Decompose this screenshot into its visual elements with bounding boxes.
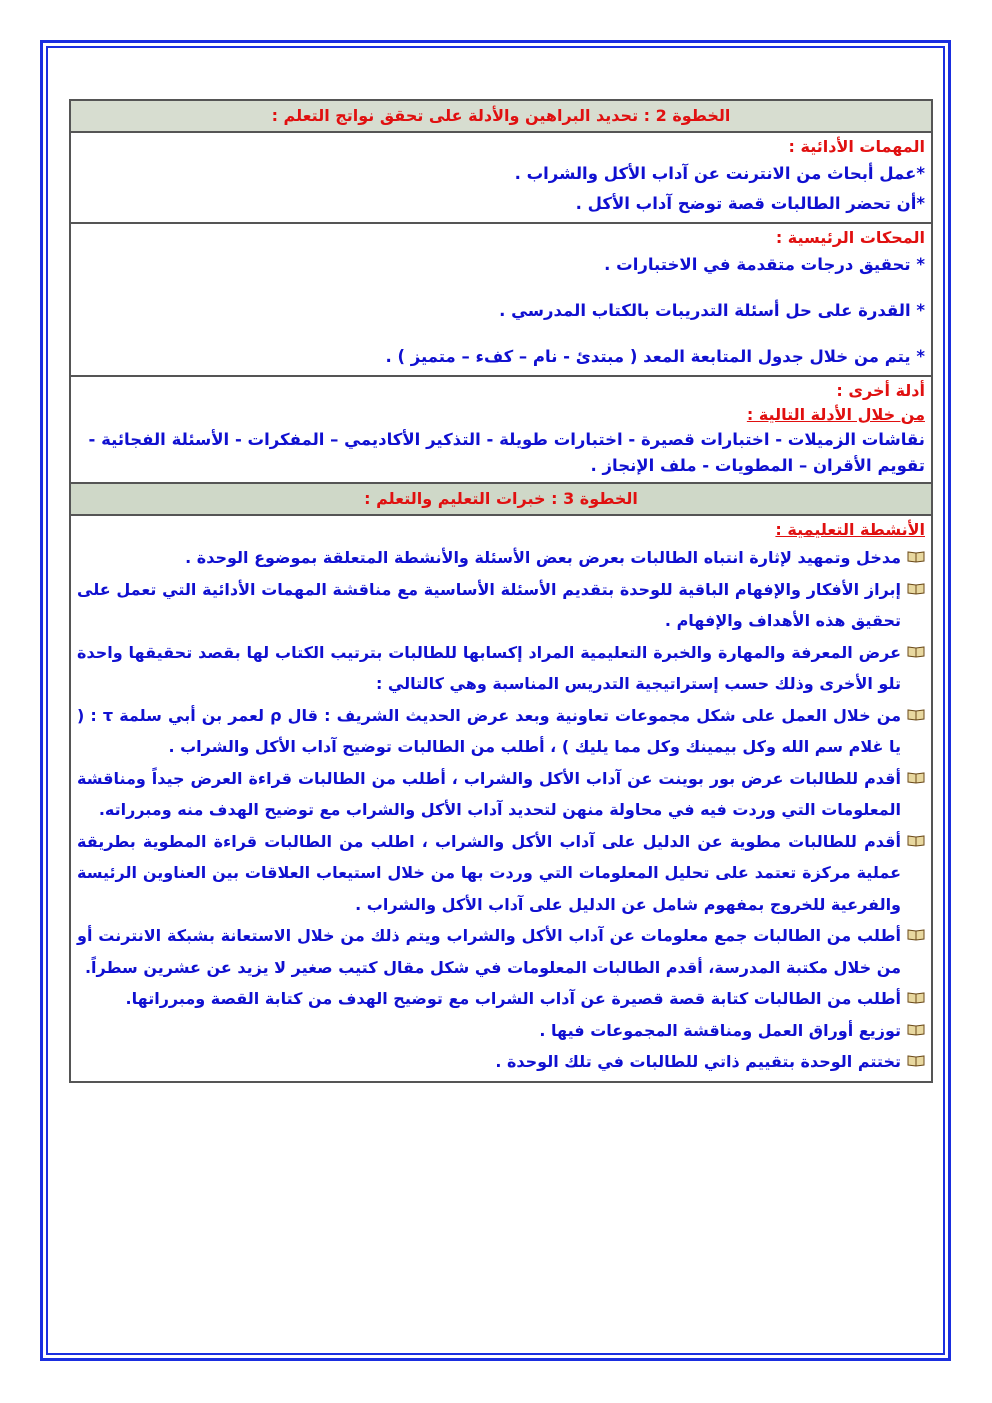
list-item	[77, 637, 925, 700]
activity-text: تختتم الوحدة بتقييم ذاتي للطالبات في تلك الوحدة .	[495, 1052, 901, 1071]
list-item	[77, 542, 925, 574]
other-evidence-sublabel: من خلال الأدلة التالية :	[746, 405, 925, 424]
open-book-icon	[907, 929, 925, 941]
list-item	[77, 983, 925, 1015]
criteria-line: * القدرة على حل أسئلة التدريبات بالكتاب المدرسي .	[499, 301, 925, 320]
list-item	[77, 763, 925, 826]
step2-header-text: الخطوة 2 : تحديد البراهين والأدلة على تحقق نواتج التعلم :	[271, 106, 731, 125]
criteria-label: المحكات الرئيسية :	[775, 228, 925, 247]
step3-header-text: الخطوة 3 : خبرات التعليم والتعلم :	[364, 489, 638, 508]
list-item	[77, 1046, 925, 1078]
open-book-icon	[907, 835, 925, 847]
tasks-label: المهمات الأدائية :	[788, 137, 925, 156]
criteria-line: * تحقيق درجات متقدمة في الاختبارات .	[604, 255, 925, 274]
activity-text: توزيع أوراق العمل ومناقشة المجموعات فيها .	[539, 1020, 901, 1040]
open-book-icon	[907, 1024, 925, 1036]
tasks-line: *عمل أبحاث من الانترنت عن آداب الأكل والشراب .	[514, 164, 925, 183]
activity-text: مدخل وتمهيد لإثارة انتباه الطالبات بعرض بعض الأسئلة والأنشطة المتعلقة بموضوع الوحدة .	[185, 548, 901, 567]
criteria-line: * يتم من خلال جدول المتابعة المعد ( مبتدئ - نام – كفء – متميز ) .	[385, 347, 925, 366]
open-book-icon	[907, 1055, 925, 1067]
lesson-plan-table	[69, 99, 933, 1083]
activities-list	[77, 542, 925, 1078]
activity-text: أقدم للطالبات عرض بور بوينت عن آداب الأكل والشراب ، أطلب من الطالبات قراءة العرض جيداً ومناقشة المعلومات التي وردت فيه في محاولة منهن لتحديد آداب الأكل والشراب مع توضيح الهدف منه ومبرراته.	[77, 768, 901, 819]
list-item	[77, 574, 925, 637]
list-item	[77, 826, 925, 921]
activity-text: أطلب من الطالبات جمع معلومات عن آداب الأكل والشراب ويتم ذلك من خلال الاستعانة بشبكة الانترنت أو من خلال مكتبة المدرسة، أقدم الطالبات المعلومات في شكل مقال كتيب صغير لا يزيد عن عشرين سطراً.	[77, 926, 901, 977]
other-evidence-label: أدلة أخرى :	[836, 381, 925, 400]
list-item	[77, 700, 925, 763]
open-book-icon	[907, 551, 925, 563]
open-book-icon	[907, 992, 925, 1004]
open-book-icon	[907, 583, 925, 595]
other-evidence-text: نقاشات الزميلات - اختبارات قصيرة - اختبارات طويلة - التذكير الأكاديمي – المفكرات - الأسئلة الفجائية - تقويم الأقران – المطويات - ملف الإنجاز .	[88, 430, 925, 475]
open-book-icon	[907, 646, 925, 658]
tasks-section	[71, 131, 931, 222]
activity-text: عرض المعرفة والمهارة والخبرة التعليمية المراد إكسابها للطالبات بترتيب الكتاب لها بقصد تحقيقها واحدة تلو الأخرى وذلك حسب إستراتيجية التدريس المناسبة وهي كالتالي :	[77, 642, 901, 693]
activity-text: أطلب من الطالبات كتابة قصة قصيرة عن آداب الشراب مع توضيح الهدف من كتابة القصة ومبرراتها.	[125, 989, 901, 1008]
activity-text: أقدم للطالبات مطوية عن الدليل على آداب الأكل والشراب ، اطلب من الطالبات قراءة المطوية بطريقة عملية مركزة تعتمد على تحليل المعلومات التي وردت بها من خلال استيعاب العلاقات بين العناوين الرئيسة والفرعية للخروج بمفهوم شامل عن الدليل على آداب الأكل والشراب .	[77, 831, 901, 914]
activity-text: من خلال العمل على شكل مجموعات تعاونية وبعد عرض الحديث الشريف : قال ρ لعمر بن أبي سلمة τ : ( يا غلام سم الله وكل بيمينك وكل مما يليك ) ، أطلب من الطالبات توضيح آداب الأكل والشراب .	[77, 705, 902, 756]
activities-label: الأنشطة التعليمية :	[775, 520, 925, 539]
list-item	[77, 1015, 925, 1047]
open-book-icon	[907, 772, 925, 784]
list-item	[77, 920, 925, 983]
open-book-icon	[907, 709, 925, 721]
other-evidence-section	[71, 375, 931, 482]
step3-header	[71, 482, 931, 514]
activities-section	[71, 514, 931, 1081]
step2-header	[71, 101, 931, 131]
criteria-section	[71, 222, 931, 375]
activity-text: إبراز الأفكار والإفهام الباقية للوحدة بتقديم الأسئلة الأساسية مع مناقشة المهمات الأدائية التي تعمل على تحقيق هذه الأهداف والإفهام .	[77, 579, 901, 630]
tasks-line: *أن تحضر الطالبات قصة توضح آداب الأكل .	[575, 194, 925, 213]
